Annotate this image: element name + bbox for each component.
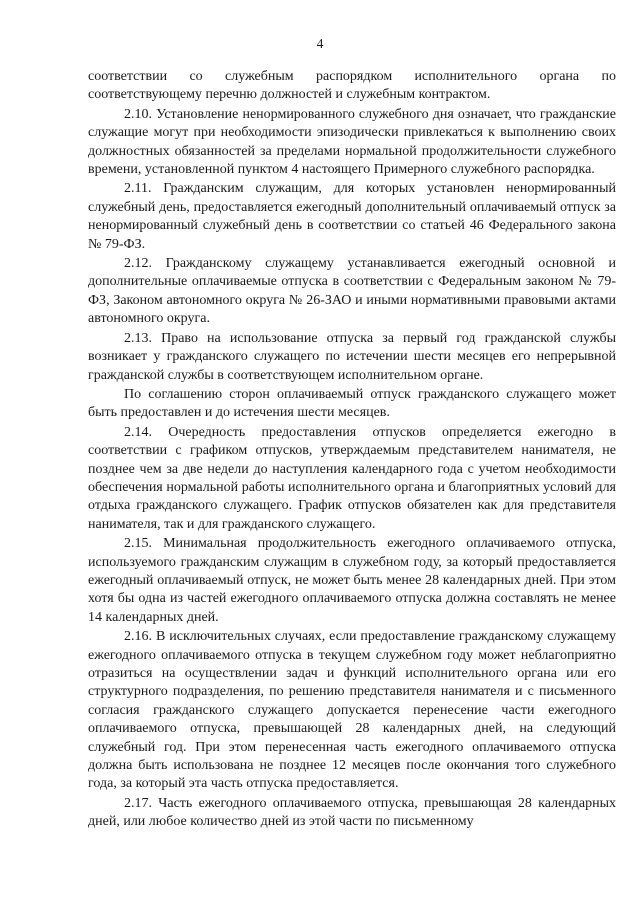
paragraph-2-11: 2.11. Гражданским служащим, для которых установлен ненормированный служебный день, предоставляется ежегодный дополнительный оплачиваемый отпуск за ненормированный служебный день в соответствии со статьей 46 Федерального закона № 79-ФЗ. (88, 181, 616, 252)
paragraph-2-15: 2.15. Минимальная продолжительность ежегодного оплачиваемого отпуска, используемого гражданским служащим в служебном году, за который предоставляется ежегодный оплачиваемый отпуск, не может быть менее 28 календарных дней. При этом хотя бы одна из частей ежегодного оплачиваемого отпуска должна составлять не менее 14 календарных дней. (88, 536, 616, 625)
paragraph-2-14: 2.14. Очередность предоставления отпусков определяется ежегодно в соответствии с графиком отпусков, утверждаемым представителем нанимателя, не позднее чем за две недели до наступления календарного года с учетом необходимости обеспечения нормальной работы исполнительного органа и благоприятных условий для отдыха гражданского служащего. График отпусков обязателен как для представителя нанимателя, так и для гражданского служащего. (88, 424, 616, 532)
paragraph-2-17: 2.17. Часть ежегодного оплачиваемого отпуска, превышающая 28 календарных дней, или любое количество дней из этой части по письменному (88, 795, 616, 830)
paragraph-2-13-agreement: По соглашению сторон оплачиваемый отпуск гражданского служащего может быть предоставлен и до истечения шести месяцев. (88, 386, 616, 421)
document-body (88, 68, 616, 833)
paragraph-continuation: соответствии со служебным распорядком исполнительного органа по соответствующему перечню должностей и служебным контрактом. (88, 69, 616, 103)
paragraph-2-16: 2.16. В исключительных случаях, если предоставление гражданскому служащему ежегодного оплачиваемого отпуска в текущем служебном году может неблагоприятно отразиться на осуществлении задач и функций исполнительного органа или его структурного подразделения, по решению представителя нанимателя и с письменного согласия гражданского служащего допускается перенесение части ежегодного оплачиваемого отпуска, превышающей 28 календарных дней, на следующий служебный год. При этом перенесенная часть ежегодного оплачиваемого отпуска должна быть использована не позднее 12 месяцев после окончания того служебного года, за который эта часть отпуска предоставляется. (88, 629, 616, 792)
paragraph-2-13: 2.13. Право на использование отпуска за первый год гражданской службы возникает у гражданского служащего по истечении шести месяцев его непрерывной гражданской службы в соответствующем исполнительном органе. (88, 330, 616, 383)
page-number: 4 (316, 36, 324, 51)
paragraph-2-12: 2.12. Гражданскому служащему устанавливается ежегодный основной и дополнительные оплачиваемые отпуска в соответствии с Федеральным законом № 79-ФЗ, Законом автономного округа № 26-ЗАО и иными нормативными правовыми актами автономного округа. (88, 256, 616, 327)
paragraph-2-10: 2.10. Установление ненормированного служебного дня означает, что гражданские служащие могут при необходимости эпизодически привлекаться к выполнению своих должностных обязанностей за пределами нормальной продолжительности служебного времени, установленной пунктом 4 настоящего Примерного служебного распорядка. (88, 106, 616, 178)
